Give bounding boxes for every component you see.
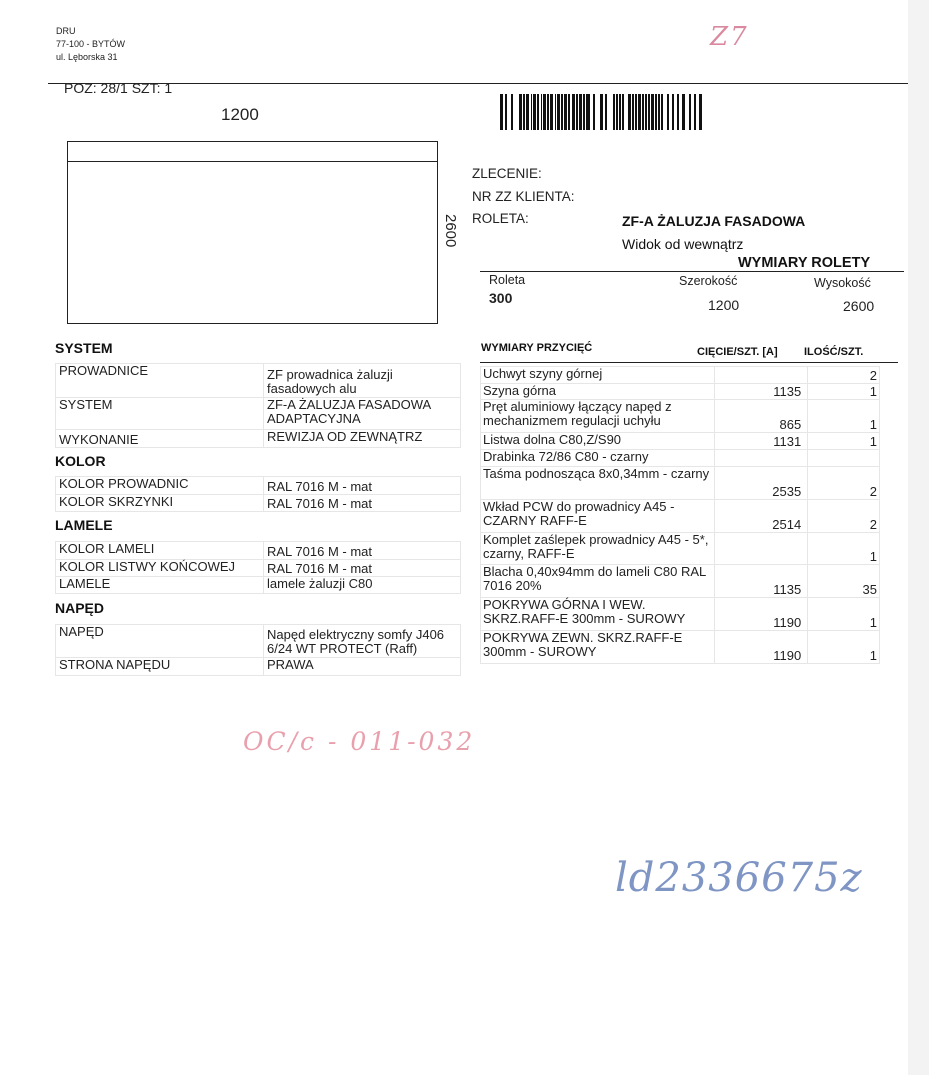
height-value: 2600 [843, 298, 875, 314]
table-row [481, 367, 880, 384]
cuts-cell-qty: 1 [808, 400, 880, 433]
system-value-wykonanie: REWIZJA OD ZEWNĄTRZ [264, 430, 461, 448]
roleta-label: ROLETA: [472, 211, 529, 226]
kolor-table [55, 476, 461, 512]
cuts-cell-qty: 1 [808, 433, 880, 450]
table-row [481, 433, 880, 450]
cuts-cell-cut: 1131 [715, 433, 808, 450]
section-system-title: SYSTEM [55, 340, 113, 356]
lamele-value-lamele: lamele żaluzji C80 [264, 577, 461, 594]
section-naped-title: NAPĘD [55, 600, 105, 616]
lamele-key-kolor: KOLOR LAMELI [56, 542, 264, 560]
table-row [481, 384, 880, 400]
cuts-cell-name: Listwa dolna C80,Z/S90 [481, 433, 715, 450]
cuts-cell-name: POKRYWA ZEWN. SKRZ.RAFF-E 300mm - SUROWY [481, 631, 715, 664]
table-row [56, 398, 461, 430]
table-row [56, 430, 461, 448]
table-row [56, 577, 461, 594]
width-value: 1200 [708, 297, 740, 313]
handwritten-top-note: Z7 [710, 22, 749, 52]
naped-table [55, 624, 461, 676]
section-kolor-title: KOLOR [55, 453, 106, 469]
cuts-cell-name: Uchwyt szyny górnej [481, 367, 715, 384]
table-row [481, 598, 880, 631]
lamele-key-lamele: LAMELE [56, 577, 264, 594]
lamele-value-listwy: RAL 7016 M - mat [264, 560, 461, 577]
cuts-cell-name: Wkład PCW do prowadnicy A45 - CZARNY RAFF-E [481, 500, 715, 533]
lamele-table [55, 541, 461, 594]
system-key-wykonanie: WYKONANIE [56, 430, 264, 448]
table-row [56, 477, 461, 495]
barcode [500, 94, 866, 130]
table-row [481, 450, 880, 467]
kolor-key-prowadnic: KOLOR PROWADNIC [56, 477, 264, 495]
table-row [56, 495, 461, 512]
barcode-gap [702, 94, 703, 130]
dimensions-divider [480, 271, 904, 272]
drawing-width-label: 1200 [221, 105, 259, 124]
cuts-col-qty-header: ILOŚĆ/SZT. [804, 346, 864, 358]
naped-value-naped: Napęd elektryczny somfy J406 6/24 WT PROTECT (Raff) [264, 625, 461, 658]
dimensions-title: WYMIARY ROLETY [738, 255, 871, 271]
header-divider [48, 83, 908, 84]
cuts-col-cut-header: CIĘCIE/SZT. [A] [697, 346, 778, 358]
drawing-height-label: 2600 [442, 214, 459, 248]
cuts-cell-qty: 1 [808, 384, 880, 400]
company-address [56, 25, 125, 64]
table-row [481, 631, 880, 664]
drawing-box-line [68, 161, 437, 162]
width-label: Szerokość [679, 274, 738, 288]
cuts-cell-name: POKRYWA GÓRNA I WEW. SKRZ.RAFF-E 300mm - SUROWY [481, 598, 715, 631]
section-lamele-title: LAMELE [55, 517, 113, 533]
cuts-cell-qty: 2 [808, 467, 880, 500]
height-label: Wysokość [814, 276, 871, 290]
table-row [481, 565, 880, 598]
roleta-dim-label: Roleta [489, 273, 526, 287]
kolor-value-skrzynki: RAL 7016 M - mat [264, 495, 461, 512]
table-row [56, 542, 461, 560]
blind-drawing [67, 141, 438, 324]
cuts-cell-cut: 1135 [715, 565, 808, 598]
table-row [481, 533, 880, 565]
table-row [56, 560, 461, 577]
system-key-prowadnice: PROWADNICE [56, 364, 264, 398]
cuts-cell-name: Szyna górna [481, 384, 715, 400]
cuts-cell-name: Pręt aluminiowy łączący napęd z mechanizmem regulacji uchyłu [481, 400, 715, 433]
position-line: POZ: 28/1 SZT: 1 [64, 80, 173, 96]
lamele-key-listwy: KOLOR LISTWY KOŃCOWEJ [56, 560, 264, 577]
naped-value-strona: PRAWA [264, 658, 461, 676]
zlecenie-label: ZLECENIE: [472, 166, 542, 181]
table-row [481, 400, 880, 433]
view-value: Widok od wewnątrz [622, 236, 744, 252]
cuts-title: WYMIARY PRZYCIĘĆ [481, 342, 593, 354]
nr-zz-label: NR ZZ KLIENTA: [472, 189, 575, 204]
system-value-system: ZF-A ŻALUZJA FASADOWA ADAPTACYJNA [264, 398, 461, 430]
cuts-cell-cut: 1190 [715, 631, 808, 664]
cuts-cell-cut [715, 450, 808, 467]
kolor-value-prowadnic: RAL 7016 M - mat [264, 477, 461, 495]
cuts-cell-name: Komplet zaślepek prowadnicy A45 - 5*, czarny, RAFF-E [481, 533, 715, 565]
handwritten-id: ld2336675z [615, 855, 863, 901]
table-row [56, 364, 461, 398]
table-row [481, 467, 880, 500]
cuts-cell-cut: 2535 [715, 467, 808, 500]
cuts-cell-name: Drabinka 72/86 C80 - czarny [481, 450, 715, 467]
cuts-cell-cut: 865 [715, 400, 808, 433]
lamele-value-kolor: RAL 7016 M - mat [264, 542, 461, 560]
system-table [55, 363, 461, 448]
cuts-cell-cut: 2514 [715, 500, 808, 533]
cuts-cell-cut: 1190 [715, 598, 808, 631]
cuts-cell-cut [715, 367, 808, 384]
cuts-cell-qty [808, 450, 880, 467]
table-row [481, 500, 880, 533]
cuts-cell-name: Taśma podnosząca 8x0,34mm - czarny [481, 467, 715, 500]
cuts-cell-name: Blacha 0,40x94mm do lameli C80 RAL 7016 20% [481, 565, 715, 598]
company-city: 77-100 - BYTÓW [56, 39, 126, 49]
cuts-cell-qty: 1 [808, 533, 880, 565]
scan-edge [908, 0, 929, 1075]
cuts-cell-cut: 1135 [715, 384, 808, 400]
table-row [56, 658, 461, 676]
cuts-cell-qty: 1 [808, 631, 880, 664]
cuts-cell-qty: 2 [808, 367, 880, 384]
system-key-system: SYSTEM [56, 398, 264, 430]
naped-key-naped: NAPĘD [56, 625, 264, 658]
cuts-divider [480, 362, 898, 363]
system-value-prowadnice: ZF prowadnica żaluzji fasadowych alu [264, 364, 461, 398]
cuts-cell-qty: 35 [808, 565, 880, 598]
roleta-dim-value: 300 [489, 290, 513, 306]
cuts-cell-cut [715, 533, 808, 565]
company-name: DRU [56, 26, 76, 36]
cuts-cell-qty: 1 [808, 598, 880, 631]
naped-key-strona: STRONA NAPĘDU [56, 658, 264, 676]
table-row [56, 625, 461, 658]
roleta-value: ZF-A ŻALUZJA FASADOWA [622, 213, 806, 229]
kolor-key-skrzynki: KOLOR SKRZYNKI [56, 495, 264, 512]
cuts-cell-qty: 2 [808, 500, 880, 533]
cuts-table [480, 366, 880, 664]
handwritten-order-number: OC/c - 011-032 [243, 727, 476, 756]
company-street: ul. Lęborska 31 [56, 52, 118, 62]
